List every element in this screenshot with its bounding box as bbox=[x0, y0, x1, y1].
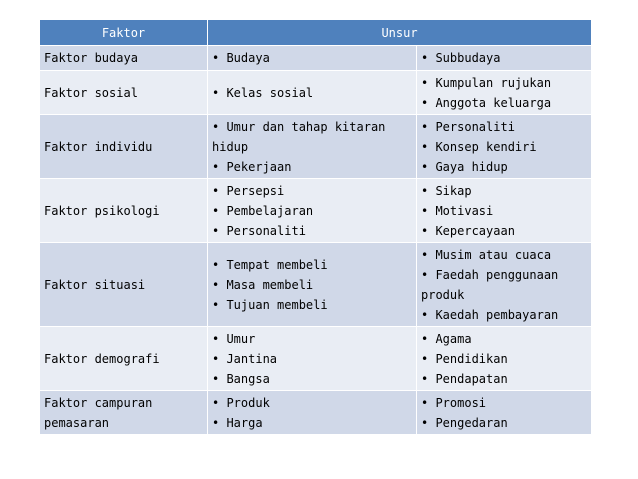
bullet-item: • Gaya hidup bbox=[421, 157, 587, 177]
unsur-cell bbox=[417, 115, 592, 179]
bullet-item: • Kelas sosial bbox=[212, 83, 412, 103]
unsur-cell bbox=[208, 179, 417, 243]
bullet-item: • Pekerjaan bbox=[212, 157, 412, 177]
table-row bbox=[40, 46, 592, 71]
bullet-item: • Anggota keluarga bbox=[421, 93, 587, 113]
bullet-item: • Produk bbox=[212, 393, 412, 413]
bullet-item: • Persepsi bbox=[212, 181, 412, 201]
bullet-item: • Umur dan tahap kitaran hidup bbox=[212, 117, 412, 157]
unsur-cell bbox=[208, 327, 417, 391]
unsur-cell bbox=[417, 46, 592, 71]
unsur-cell bbox=[208, 46, 417, 71]
header-unsur: Unsur bbox=[208, 20, 592, 46]
unsur-cell bbox=[417, 179, 592, 243]
bullet-item: • Jantina bbox=[212, 349, 412, 369]
bullet-item: • Umur bbox=[212, 329, 412, 349]
unsur-cell bbox=[417, 327, 592, 391]
bullet-item: • Pendidikan bbox=[421, 349, 587, 369]
bullet-item: • Kumpulan rujukan bbox=[421, 73, 587, 93]
unsur-cell bbox=[208, 391, 417, 435]
table-row bbox=[40, 391, 592, 435]
bullet-item: • Pendapatan bbox=[421, 369, 587, 389]
faktor-cell: Faktor situasi bbox=[40, 243, 208, 327]
faktor-cell: Faktor budaya bbox=[40, 46, 208, 71]
bullet-item: • Kaedah pembayaran bbox=[421, 305, 587, 325]
unsur-cell bbox=[208, 71, 417, 115]
bullet-item: • Sikap bbox=[421, 181, 587, 201]
faktor-cell: Faktor campuran pemasaran bbox=[40, 391, 208, 435]
bullet-item: • Faedah penggunaan produk bbox=[421, 265, 587, 305]
bullet-item: • Agama bbox=[421, 329, 587, 349]
table-body bbox=[40, 46, 592, 435]
unsur-cell bbox=[417, 71, 592, 115]
bullet-item: • Pembelajaran bbox=[212, 201, 412, 221]
factor-table bbox=[39, 19, 592, 435]
bullet-item: • Harga bbox=[212, 413, 412, 433]
unsur-cell bbox=[208, 243, 417, 327]
bullet-item: • Budaya bbox=[212, 48, 412, 68]
bullet-item: • Motivasi bbox=[421, 201, 587, 221]
faktor-cell: Faktor sosial bbox=[40, 71, 208, 115]
unsur-cell bbox=[208, 115, 417, 179]
unsur-cell bbox=[417, 243, 592, 327]
bullet-item: • Personaliti bbox=[212, 221, 412, 241]
bullet-item: • Tujuan membeli bbox=[212, 295, 412, 315]
header-row bbox=[40, 20, 592, 46]
faktor-cell: Faktor individu bbox=[40, 115, 208, 179]
bullet-item: • Tempat membeli bbox=[212, 255, 412, 275]
table-row bbox=[40, 327, 592, 391]
bullet-item: • Personaliti bbox=[421, 117, 587, 137]
header-faktor: Faktor bbox=[40, 20, 208, 46]
bullet-item: • Masa membeli bbox=[212, 275, 412, 295]
faktor-cell: Faktor psikologi bbox=[40, 179, 208, 243]
bullet-item: • Pengedaran bbox=[421, 413, 587, 433]
bullet-item: • Musim atau cuaca bbox=[421, 245, 587, 265]
table-row bbox=[40, 243, 592, 327]
bullet-item: • Konsep kendiri bbox=[421, 137, 587, 157]
unsur-cell bbox=[417, 391, 592, 435]
bullet-item: • Subbudaya bbox=[421, 48, 587, 68]
table-row bbox=[40, 115, 592, 179]
table-row bbox=[40, 179, 592, 243]
bullet-item: • Bangsa bbox=[212, 369, 412, 389]
bullet-item: • Promosi bbox=[421, 393, 587, 413]
bullet-item: • Kepercayaan bbox=[421, 221, 587, 241]
table-row bbox=[40, 71, 592, 115]
faktor-cell: Faktor demografi bbox=[40, 327, 208, 391]
